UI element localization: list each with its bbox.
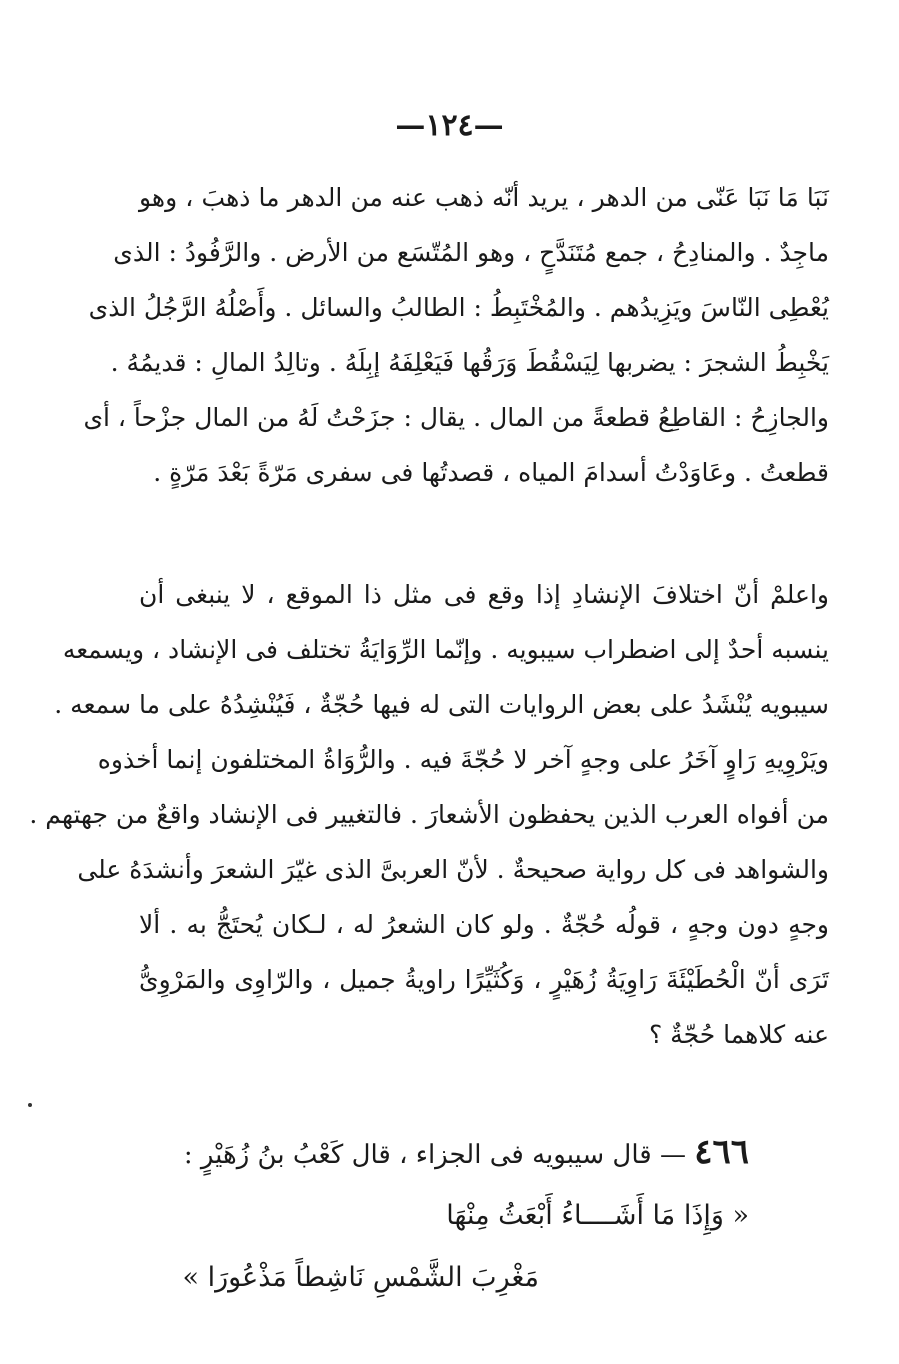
verse-heading	[149, 1125, 749, 1183]
text-line: والشواهد فى كل رواية صحيحةٌ . لأنّ العربىَّ الذى غيّرَ الشعرَ وأنشدَهُ على	[77, 855, 829, 884]
text-line: وجهٍ دون وجهٍ ، قولُه حُجّةٌ . ولو كان الشعرُ له ، لـكان يُحتَجُّ به . ألا	[139, 910, 829, 939]
text-line: سيبويه يُنْشَدُ على بعض الروايات التى له فيها حُجّةٌ ، فَيُنْشِدُهُ على ما سمعه .	[54, 690, 829, 719]
text-line: يَخْبِطُ الشجرَ : يضربها لِيَسْقُطَ وَرَقُها فَيَعْلِفَهُ إبِلَهُ . وتالِدُ المالِ : قديمُهُ .	[110, 348, 829, 377]
text-line: تَرَى أنّ الْحُطَيْئَةَ رَاوِيَةُ زُهَيْرٍ ، وَكُثَيِّرًا راويةُ جميل ، والرّاوِى والمَرْوِىُّ	[139, 965, 829, 994]
text-line: يُعْطِى النّاسَ ويَزِيدُهم . والمُخْتَبِطُ : الطالبُ والسائل . وأَصْلُهُ الرَّجُلُ الذى	[88, 293, 829, 322]
verse-line-second: مَغْرِبَ الشَّمْسِ نَاشِطاً مَذْعُورَا »	[182, 1262, 539, 1293]
text-line: ماجِدٌ . والمنادِحُ ، جمع مُتَنَدَّحٍ ، وهو المُتّسَع من الأرض . والرَّفُودُ : الذى	[113, 238, 829, 267]
verse-intro: — قال سيبويه فى الجزاء ، قال كَعْبُ بنُ زُهَيْرٍ :	[183, 1140, 686, 1170]
text-line: ينسبه أحدٌ إلى اضطراب سيبويه . وإنّما الرِّوَايَةُ تختلف فى الإنشاد ، ويسمعه	[62, 635, 829, 664]
text-line: ويَرْوِيهِ رَاوٍ آخَرُ على وجهٍ آخر لا حُجّةَ فيه . والرُّوَاةُ المختلفون إنما أخذوه	[97, 745, 829, 774]
text-line: والجازِحُ : القاطِعُ قطعةً من المال . يقال : جزَحْتُ لَهُ من المال جزْحاً ، أى	[83, 403, 829, 432]
page-number: —١٢٤—	[395, 108, 504, 143]
text-line: من أفواه العرب الذين يحفظون الأشعارَ . فالتغيير فى الإنشاد واقعٌ من جهتهم .	[29, 800, 829, 829]
text-line: قطعتُ . وعَاوَدْتُ أسدامَ المياه ، قصدتُها فى سفرى مَرّةً بَعْدَ مَرّةٍ .	[153, 458, 829, 487]
verse-line-first: « وَإِذَا مَا أَشَــــاءُ أَبْعَثُ مِنْهَا	[446, 1200, 749, 1231]
verse-number: ٤٦٦	[694, 1132, 749, 1172]
text-line: عنه كلاهما حُجّةٌ ؟	[648, 1020, 829, 1049]
text-line: نَبَا مَا نَبَا عَنّى من الدهر ، يريد أنّه ذهب عنه من الدهر ما ذهبَ ، وهو	[139, 183, 829, 212]
print-speck	[28, 1103, 32, 1107]
paragraph-commentary	[83, 170, 829, 500]
text-line: واعلمْ أنّ اختلافَ الإنشادِ إذا وقع فى مثل ذا الموقع ، لا ينبغى أن	[139, 580, 829, 609]
paragraph-discussion	[29, 567, 829, 1062]
